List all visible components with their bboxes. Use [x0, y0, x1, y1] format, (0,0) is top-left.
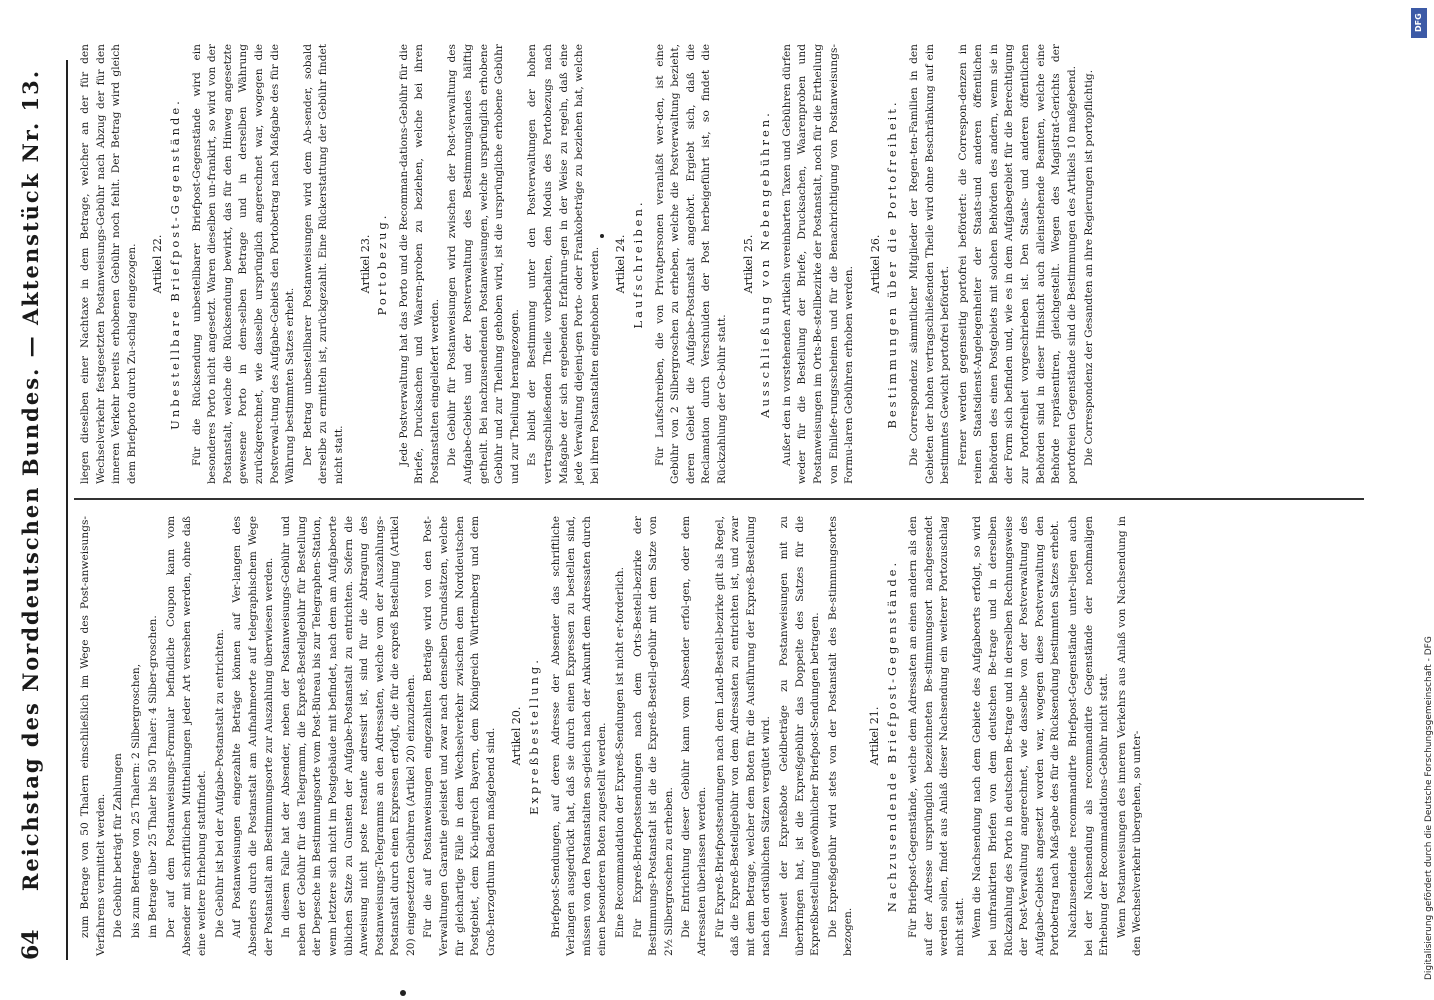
left-column [78, 516, 1378, 956]
running-title: Reichstag des Norddeutschen Bundes. — Aktenstück Nr. 13. [18, 68, 43, 892]
paragraph: Wenn Postanweisungen des inneren Verkehrs aus Anlaß von Nachsendung in den Wechselverkehr übergehen, so unter- [1115, 516, 1144, 956]
article-heading: Laufschreiben. [631, 199, 645, 329]
paragraph: In diesem Falle hat der Absender, neben der Postanweisungs-Gebühr und neben der Gebühr für das Telegramm, die Expreß-Bestellgebühr für Bestellung der Depesche im Bestimmungsorte vom Post-Büreau bis zur Telegraphen-Station, wenn letztere sich nicht im Postgebäude mit befindet, nach dem am Aufgabeorte üblichen Satze zu Gunsten der Aufgabe-Postanstalt zu entrichten. Sofern die Anweisung nicht poste restante adressirt ist, sind für die Abtragung des Postanweisungs-Telegramms an den Adressaten, welche vom der Auszahlungs-Postanstalt durch einen Expressen erfolgt, die für die expreß Bestellung (Artikel 20) eingesetzten Gebühren (Artikel 20) einzuziehen. [280, 516, 417, 956]
paragraph: Die Correspondenz der Gesandten an ihre Regierungen ist portopflichtig. [1083, 69, 1096, 466]
paragraph: Der Betrag unbestellbarer Postanweisungen wird dem Ab-sender, sobald derselbe zu ermitteln ist, zurückgezahlt. Eine Rückerstattung der Gebühr findet nicht statt. [301, 44, 345, 484]
right-column [78, 44, 1378, 484]
scan-speck [600, 234, 604, 238]
paragraph: Die Expreßgebühr wird stets von der Postanstalt des Be-stimmungsortes bezogen. [826, 516, 855, 956]
column-divider [74, 498, 1364, 500]
paragraph: Es bleibt der Bestimmung unter den Postverwaltungen der hohen vertragschließenden Theile vorbehalten, den Modus des Portobezugs nach Maßgabe der sich ergebenden Erfahrun-gen in der Weise zu regeln, daß eine jede Verwaltung diejeni-gen Porto- oder Frankobeträge zu beziehen hat, welche bei ihren Postanstalten eingehoben werden. [526, 44, 601, 484]
paragraph: Eine Recommandation der Expreß-Sendungen ist nicht er-forderlich. [614, 567, 626, 938]
scan-speck [400, 990, 406, 996]
paragraph: Die Gebühr für Postanweisungen wird zwischen der Post-verwaltung des Aufgabe-Gebiets und der Postverwaltung des Bestimmungslandes hälftig getheilt. Bei nachzusendenden Postanweisungen, welche ursprünglich erhobene Gebühr und zur Theilung gehoben wird, ist die ursprüngliche erhobene Gebühr und zur Theilung herangezogen. [446, 44, 521, 484]
paragraph: Außer den in vorstehenden Artikeln vereinbarten Taxen und Gebühren dürfen weder für die Bestellung der Briefe, Drucksachen, Waarenproben und Postanweisungen im Orts-Be-stellbezirke der Postanstalt, noch für die Ertheilung von Einliefe-rungsscheinen und für die Benachrichtigung von Postanweisungs-Formu-laren Gebühren erhoben werden. [780, 44, 856, 484]
paragraph: Der auf dem Postanweisungs-Formular befindliche Coupon kann vom Absender mit schriftlichen Mittheilungen jeder Art versehen werden, ohne daß eine weitere Erhebung stattfindet. [164, 516, 209, 956]
article-heading: Bestimmungen über die Portofreiheit. [885, 99, 900, 429]
article-heading: Nachzusendende Briefpost-Gegenstände. [884, 559, 899, 913]
page-number: 64 [18, 929, 44, 960]
article-number: Artikel 22. [151, 234, 165, 294]
paragraph: Die Gebühr beträgt für Zahlungen [112, 753, 125, 938]
digitization-credit [1402, 0, 1432, 1000]
paragraph: im Betrage über 25 Thaler bis 50 Thaler: 4 Silber-groschen. [147, 615, 160, 938]
paragraph: Die Gebühr ist bei der Aufgabe-Postanstalt zu entrichten. [213, 629, 226, 938]
paragraph: Ferner werden gegenseitig portofrei befördert: die Correspon-denzen in reinen Staatsdienst-Angelegenheiter der Staats-und anderen öffentlichen Behörden des einen Postgebiets mit solchen Behörden des andern, wenn sie in der Form sich befinden und, wie es in dem Aufgabegebiet für die Berechtigung zur Portofreiheit vorgeschrieben ist. Den Staats- und anderen öffentlichen Behörden sind in dieser Hinsicht auch alleinstehende Beamten, welche eine Behörde repräsentiren, gleichgestellt. Wegen des Magistrat-Gerichts der portofreien Gegenstände sind die Bestimmungen des Artikels 10 maßgebend. [956, 44, 1078, 484]
paragraph: liegen dieselben einer Nachtaxe in dem Betrage, welcher an der für den Wechselverkehr festgesetzten Postanweisungs-Gebühr nach Abzug der für den inneren Verkehr bereits erhobenen Gebühr noch fehlt. Der Betrag wird gleich dem Briefporto durch Zu-schlag eingezogen. [79, 44, 138, 484]
paragraph: Nachzusendende recommandirte Briefpost-Gegenstände unter-liegen auch bei der Nachsendung als recommandirte Gegenstände der nochmaligen Erhebung der Recommandations-Gebühr nicht statt. [1067, 516, 1111, 956]
paragraph: Für Laufschreiben, die von Privatpersonen veranlaßt wer-den, ist eine Gebühr von 2 Silbergroschen zu erheben, welche die Postverwaltung bezieht, deren Gebiet die Aufgabe-Postanstalt angehört. Ergiebt sich, daß die Reclamation durch Verschulden der Post herbeigeführt ist, so findet die Rückzahlung der Ge-bühr statt. [653, 44, 728, 484]
paragraph: Insoweit der Expreßbote Geldbeträge zu Postanweisungen mit zu überbringen hat, ist die Expreßgebühr das Doppelte des Satzes für die Expreßbestellung gewöhnlicher Briefpost-Sendungen betragen. [777, 516, 822, 956]
page-header [18, 60, 58, 960]
credit-label: Digitalisierung gefördert durch die Deutsche Forschungsgemeinschaft - DFG [1424, 636, 1434, 980]
paragraph: Briefpost-Sendungen, auf deren Adresse der Absender das schriftliche Verlangen ausgedrückt hat, daß sie durch einen Expressen zu bestellen sind, müssen von den Postanstalten so-gleich nach der Ankunft dem Adressaten durch einen besonderen Boten zugestellt werden. [549, 516, 609, 956]
article-heading: Ausschließung von Nebengebühren. [758, 110, 773, 418]
article-number: Artikel 21. [867, 706, 881, 766]
paragraph: Für Expreß-Briefpostsendungen nach dem Orts-Bestell-bezirke der Bestimmungs-Postanstalt ist die die Expreß-Bestell-gebühr mit dem Satze von 2½ Silbergroschen zu erheben. [631, 516, 675, 956]
paragraph: Wenn die Nachsendung nach dem Gebiete des Aufgabeorts erfolgt, so wird bei unfrankirten Briefen von dem deutschen Be-trage und in derselben Rückzahlung des Porto in deutschen Be-trage und in derselben Rechnungsweise der Post-Verwaltung angerechnet, wie dasselbe von der Postverwaltung des Aufgabe-Gebiets angesetzt worden war, wogegen diese Postverwaltung den Portobetrag nach Maß-gabe des für die Rücksendung bestimmten Satzes erhebt. [971, 516, 1062, 956]
paragraph: Für Expreß-Briefpostsendungen nach dem Land-Bestell-bezirke gilt als Regel, daß die Expreß-Bestellgebühr von dem Adressaten zu entrichten ist, und zwar mit dem Betrage, welcher dem Boten für die Ausführung der Expreß-Bestellung nach den ortsüblichen Sätzen vergütet wird. [713, 516, 773, 956]
article-heading: Portobezug. [375, 212, 390, 316]
article-heading: Unbestellbare Briefpost-Gegenstände. [167, 98, 182, 430]
paragraph: Die Correspondenz sämmtlicher Mitglieder der Regen-ten-Familien in den Gebieten der hohen vertragschließenden Theile wird ohne Beschränkung auf ein bestimmtes Gewicht portofrei befördert. [907, 44, 952, 484]
paragraph: Jede Postverwaltung hat das Porto und die Recomman-dations-Gebühr für die Briefe, Drucksachen und Waaren-proben zu beziehen, welche bei ihren Postanstalten eingeliefert werden. [397, 44, 441, 484]
article-number: Artikel 24. [614, 234, 628, 294]
article-heading: Expreßbestellung. [527, 657, 542, 815]
paragraph: Auf Postanweisungen eingezahlte Beträge können auf Ver-langen des Absenders durch die Postanstalt am Aufnahmeorte auf telegraphischem Wege der Postanstalt am Bestimmungsorte zur Auszahlung überwiesen werden. [231, 516, 275, 956]
article-number: Artikel 23. [358, 234, 372, 294]
paragraph: Für Briefpost-Gegenstände, welche dem Adressaten an einen andern als den auf der Adresse ursprünglich bezeichneten Be-stimmungsort nachgesendet werden sollen, findet aus Anlaß dieser Nachsendung ein weiterer Portozuschlag nicht statt. [907, 516, 966, 956]
dfg-logo: DFG [1411, 8, 1427, 38]
article-number: Artikel 26. [868, 234, 882, 294]
paragraph: Die Entrichtung dieser Gebühr kann vom Absender erfol-gen, oder dem Adressaten überlassen werden. [680, 516, 708, 956]
article-number: Artikel 25. [741, 234, 755, 294]
paragraph: zum Betrage von 50 Thalern einschließlich im Wege des Post-anweisungs-Verfahrens vermittelt werden. [79, 516, 107, 956]
article-number: Artikel 20. [510, 706, 524, 766]
paragraph: Für die auf Postanweisungen eingezahlten Beträge wird von den Post-Verwaltungen Garantie geleistet und zwar nach denselben Grundsätzen, welche für gleichartige Fälle in dem Wechselverkehr zwischen dem Norddeutschen Postgebiet, dem Kö-nigreich Bayern, dem Königreich Württemberg und dem Groß-herzogthum Baden maßgebend sind. [422, 516, 497, 956]
header-rule [66, 60, 68, 960]
paragraph: bis zum Betrage von 25 Thalern: 2 Silbergroschen, [129, 663, 142, 938]
paragraph: Für die Rücksendung unbestellbarer Briefpost-Gegenstände wird ein besonderes Porto nicht angesetzt. Waren dieselben un-frankirt, so wird von der Postanstalt, welche die Rücksendung bewirkt, das für den Hinweg angesetzte gewesene Porto in dem-selben Betrage und in derselben Währung zurückgerechnet, wie dasselbe ursprünglich angerechnet war, wogegen die Postverwal-tung des Aufgabe-Gebiets den Portobetrag nach Maßgabe des für die Währung bestimmten Satzes erhebt. [190, 44, 297, 484]
